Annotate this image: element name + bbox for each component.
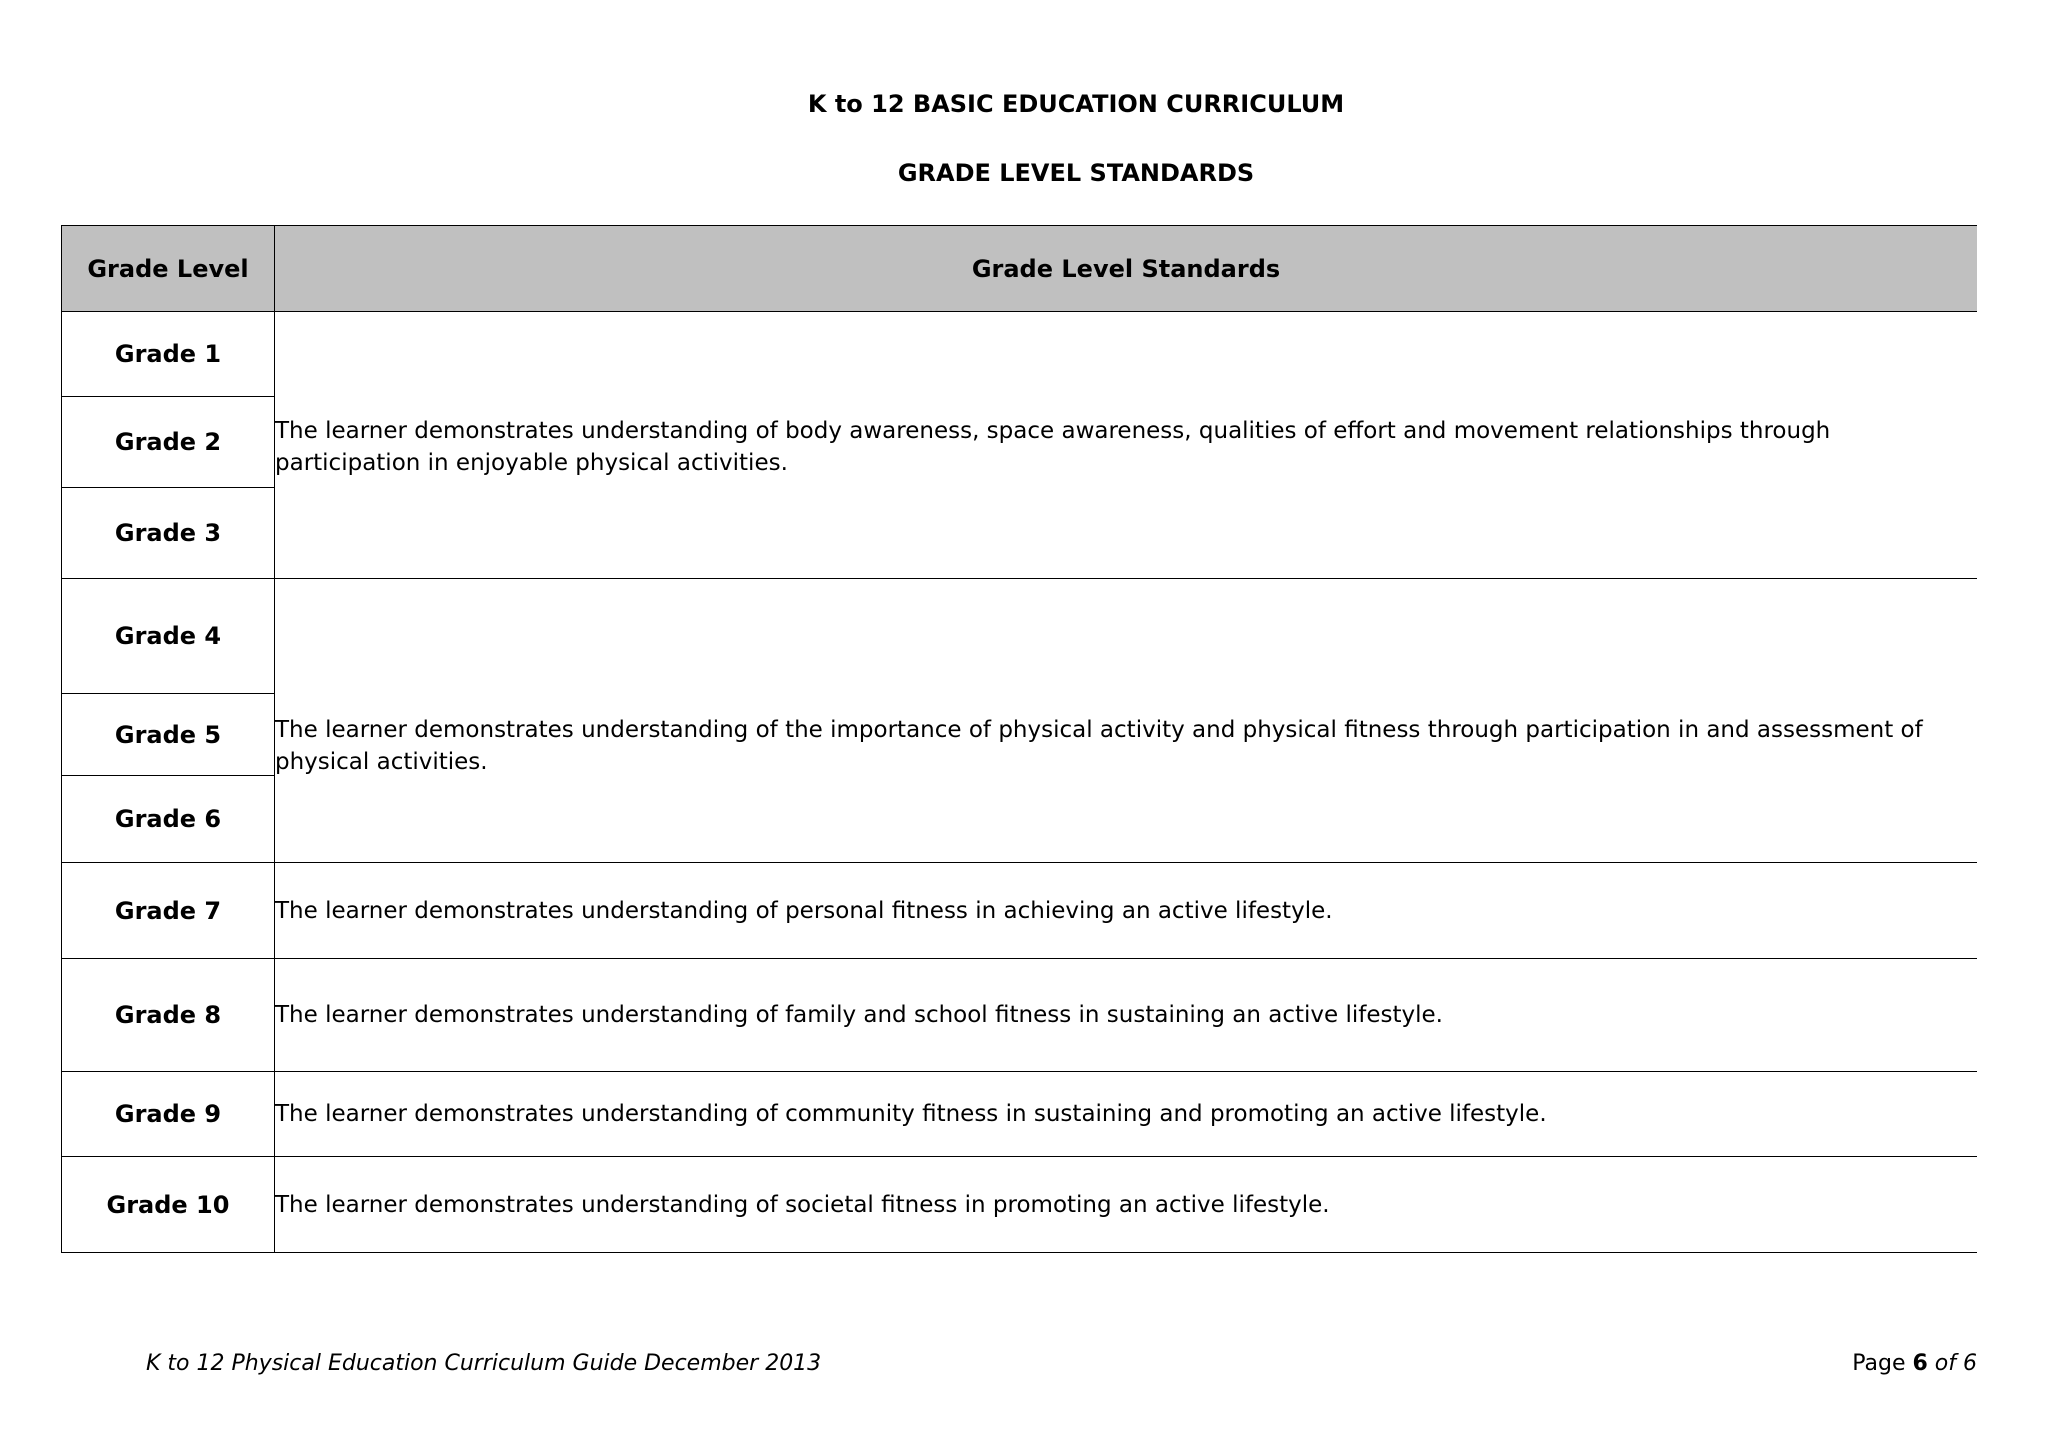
grade-cell: Grade 10 — [62, 1157, 275, 1253]
footer-page-indicator — [1852, 1351, 1977, 1376]
grade-cell: Grade 2 — [62, 397, 275, 488]
grade-cell: Grade 4 — [62, 579, 275, 694]
standard-cell-grades-1-3: The learner demonstrates understanding of body awareness, space awareness, qualities of effort and movement relationships through participation in enjoyable physical activities. — [275, 312, 1978, 579]
grade-cell: Grade 3 — [62, 488, 275, 579]
grade-cell: Grade 7 — [62, 863, 275, 959]
standard-cell-grades-4-6: The learner demonstrates understanding of the importance of physical activity and physical fitness through participation in and assessment of physical activities. — [275, 579, 1978, 863]
grade-cell: Grade 5 — [62, 694, 275, 776]
standard-cell-grade-7: The learner demonstrates understanding of personal fitness in achieving an active lifestyle. — [275, 863, 1978, 959]
footer-page-total: of 6 — [1934, 1351, 1977, 1376]
table-header-row — [62, 226, 1978, 312]
table-row — [62, 863, 1978, 959]
document-title: K to 12 BASIC EDUCATION CURRICULUM — [807, 90, 1345, 118]
footer-page-label: Page — [1852, 1351, 1906, 1376]
grade-cell: Grade 8 — [62, 959, 275, 1072]
grade-cell: Grade 6 — [62, 776, 275, 863]
footer-page-number: 6 — [1912, 1351, 1928, 1376]
header-grade-level-standards: Grade Level Standards — [275, 226, 1978, 312]
grade-cell: Grade 1 — [62, 312, 275, 397]
table-row — [62, 1157, 1978, 1253]
header-grade-level: Grade Level — [62, 226, 275, 312]
grade-cell: Grade 9 — [62, 1072, 275, 1157]
table-row — [62, 579, 1978, 694]
standard-cell-grade-8: The learner demonstrates understanding of family and school fitness in sustaining an active lifestyle. — [275, 959, 1978, 1072]
table-row — [62, 959, 1978, 1072]
table-row — [62, 312, 1978, 397]
grade-level-standards-table — [61, 225, 1977, 1253]
footer-guide-title: K to 12 Physical Education Curriculum Guide December 2013 — [146, 1351, 822, 1376]
standard-cell-grade-9: The learner demonstrates understanding of community fitness in sustaining and promoting an active lifestyle. — [275, 1072, 1978, 1157]
standard-cell-grade-10: The learner demonstrates understanding of societal fitness in promoting an active lifestyle. — [275, 1157, 1978, 1253]
table-row — [62, 1072, 1978, 1157]
document-subtitle: GRADE LEVEL STANDARDS — [897, 159, 1255, 187]
